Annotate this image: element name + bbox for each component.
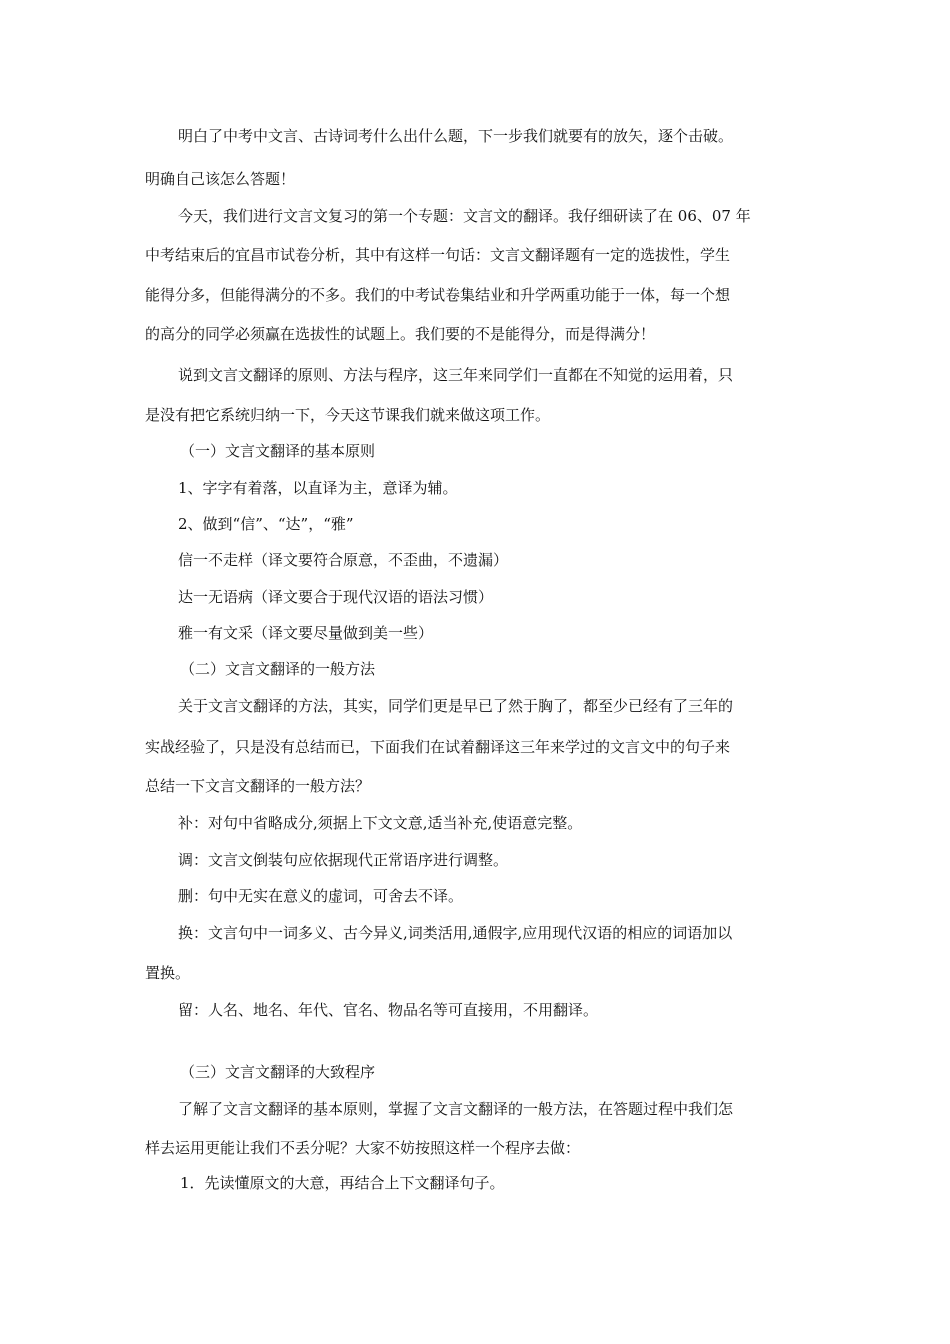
section-heading: （三）文言文翻译的大致程序 bbox=[180, 1063, 376, 1081]
paragraph-line: 说到文言文翻译的原则、方法与程序，这三年来同学们一直都在不知觉的运用着，只 bbox=[178, 366, 734, 384]
list-item: 留：人名、地名、年代、官名、物品名等可直接用，不用翻译。 bbox=[178, 1001, 599, 1019]
list-item: 1．先读懂原文的大意，再结合上下文翻译句子。 bbox=[180, 1174, 505, 1192]
list-item: 补：对句中省略成分,须据上下文文意,适当补充,使语意完整。 bbox=[178, 814, 583, 832]
paragraph-line: 是没有把它系统归纳一下，今天这节课我们就来做这项工作。 bbox=[145, 406, 551, 424]
list-item: 雅一有文采（译文要尽量做到美一些） bbox=[178, 624, 434, 642]
paragraph-line: 样去运用更能让我们不丢分呢？大家不妨按照这样一个程序去做： bbox=[145, 1139, 581, 1157]
paragraph-line: 关于文言文翻译的方法，其实，同学们更是早已了然于胸了，都至少已经有了三年的 bbox=[178, 697, 734, 715]
paragraph-line: 中考结束后的宜昌市试卷分析，其中有这样一句话：文言文翻译题有一定的选拔性，学生 bbox=[145, 246, 731, 264]
list-item: 删：句中无实在意义的虚词，可舍去不译。 bbox=[178, 887, 464, 905]
list-item: 信一不走样（译文要符合原意，不歪曲，不遗漏） bbox=[178, 551, 509, 569]
list-item: 2、做到“信”、“达”，“雅” bbox=[178, 515, 354, 533]
section-heading: （二）文言文翻译的一般方法 bbox=[180, 660, 376, 678]
list-item: 达一无语病（译文要合于现代汉语的语法习惯） bbox=[178, 588, 494, 606]
paragraph-line: 明白了中考中文言、古诗词考什么出什么题，下一步我们就要有的放矢，逐个击破。 bbox=[178, 127, 734, 145]
list-item: 置换。 bbox=[145, 964, 191, 982]
section-heading: （一）文言文翻译的基本原则 bbox=[180, 442, 376, 460]
paragraph-line: 能得分多，但能得满分的不多。我们的中考试卷集结业和升学两重功能于一体，每一个想 bbox=[145, 286, 731, 304]
paragraph-line: 实战经验了，只是没有总结而已，下面我们在试着翻译这三年来学过的文言文中的句子来 bbox=[145, 738, 731, 756]
paragraph-line: 的高分的同学必须赢在选拔性的试题上。我们要的不是能得分，而是得满分！ bbox=[145, 325, 656, 343]
paragraph-line: 总结一下文言文翻译的一般方法？ bbox=[145, 777, 371, 795]
list-item: 1、字字有着落，以直译为主，意译为辅。 bbox=[178, 479, 458, 497]
paragraph-line: 今天，我们进行文言文复习的第一个专题：文言文的翻译。我仔细研读了在 06、07 年 bbox=[178, 207, 751, 225]
list-item: 调：文言文倒装句应依据现代正常语序进行调整。 bbox=[178, 851, 509, 869]
paragraph-line: 明确自己该怎么答题！ bbox=[145, 170, 296, 188]
paragraph-line: 了解了文言文翻译的基本原则，掌握了文言文翻译的一般方法，在答题过程中我们怎 bbox=[178, 1100, 734, 1118]
list-item: 换：文言句中一词多义、古今异义,词类活用,通假字,应用现代汉语的相应的词语加以 bbox=[178, 924, 733, 942]
